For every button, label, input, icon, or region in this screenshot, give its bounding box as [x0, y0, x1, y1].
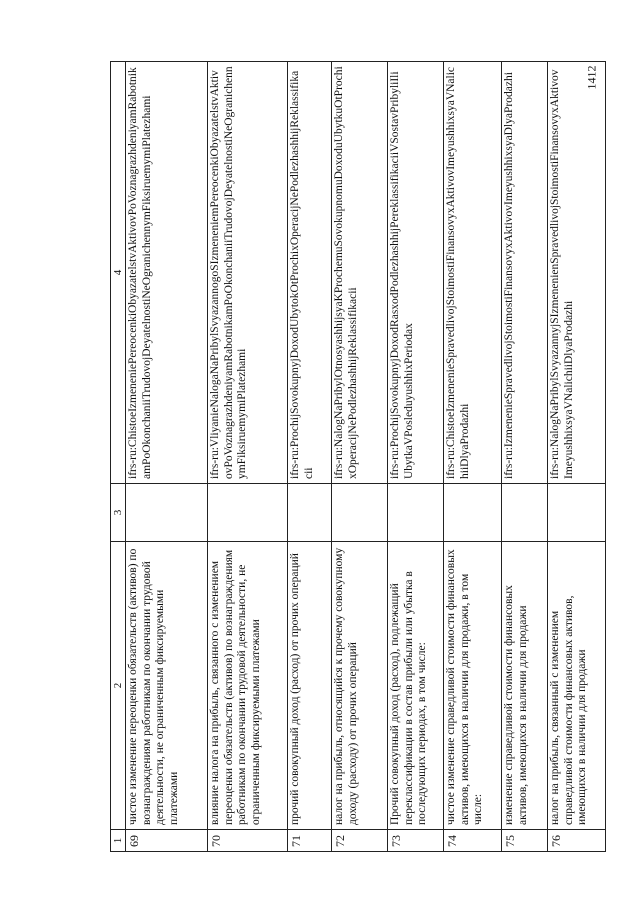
- row-identifier: ifrs-ru:IzmenenieSpravedlivojStoimostiFinansovyxAktivovImeyushhixsyaDlyaProdazhi: [502, 62, 548, 484]
- rotated-page-content: [110, 62, 590, 852]
- row-identifier: ifrs-ru:ProchijSovokupnyjDoxodRasxodPodlezhashhijPereklassifikaciiVSostavPribyliIliUbytkaVPosleduyushhixPeriodax: [388, 62, 444, 484]
- table-row: [126, 62, 208, 852]
- table-row: [444, 62, 502, 852]
- row-number: 70: [208, 830, 288, 852]
- row-identifier: ifrs-ru:ChistoeIzmeneniePereocenkiObyazatelstvAktivovPoVoznagrazhdeniyamRabotnikamPoOkonchaniiTrudovojDeyatelnostiNeOgranichennymFiksiruemymiPlatezhami: [126, 62, 208, 484]
- row-identifier: ifrs-ru:VliyanieNalogaNaPribylSvyazannogoSIzmeneniemPereocenkiObyazatelstvAktivovPoVoznagrazhdeniyamRabotnikamPoOkonchaniiTrudovojDeyatelnostiNeOgranichennymFiksiruemymiPlatezhami: [208, 62, 288, 484]
- row-col3: [288, 484, 332, 542]
- row-name: Прочий совокупный доход (расход), подлежащий переклассификации в состав прибыли или убытка в последующих периодах, в том числе:: [388, 542, 444, 830]
- row-col3: [502, 484, 548, 542]
- row-identifier: ifrs-ru:ProchijSovokupnyjDoxodUbytokOtProchixOperacijNePodlezhashhijReklassifikacii: [288, 62, 332, 484]
- row-number: 76: [548, 830, 606, 852]
- table-row: [548, 62, 606, 852]
- row-number: 69: [126, 830, 208, 852]
- header-col-3: 3: [111, 484, 126, 542]
- row-name: прочий совокупный доход (расход) от прочих операций: [288, 542, 332, 830]
- row-number: 73: [388, 830, 444, 852]
- row-name: влияние налога на прибыль, связанного с изменением переоценки обязательств (активов) по вознаграждениям работникам по окончании трудовой деятельности, не ограниченным фиксируемыми платежами: [208, 542, 288, 830]
- xbrl-taxonomy-table: [110, 61, 606, 852]
- table-row: [208, 62, 288, 852]
- row-name: изменение справедливой стоимости финансовых активов, имеющихся в наличии для продажи: [502, 542, 548, 830]
- header-row: [111, 62, 126, 852]
- table-row: [502, 62, 548, 852]
- row-number: 72: [332, 830, 388, 852]
- row-col3: [126, 484, 208, 542]
- header-col-2: 2: [111, 542, 126, 830]
- table-row: [332, 62, 388, 852]
- header-col-4: 4: [111, 62, 126, 484]
- row-name: чистое изменение справедливой стоимости финансовых активов, имеющихся в наличии для продажи, в том числе:: [444, 542, 502, 830]
- row-identifier: ifrs-ru:ChistoeIzmenenieSpravedlivojStoimostiFinansovyxAktivovImeyushhixsyaVNalichiiDlyaProdazhi: [444, 62, 502, 484]
- header-col-1: 1: [111, 830, 126, 852]
- row-number: 74: [444, 830, 502, 852]
- row-name: чистое изменение переоценки обязательств (активов) по вознаграждениям работникам по окончании трудовой деятельности, не ограниченным фиксируемыми платежами: [126, 542, 208, 830]
- row-col3: [208, 484, 288, 542]
- row-name: налог на прибыль, связанный с изменением справедливой стоимости финансовых активов, имеющихся в наличии для продажи: [548, 542, 606, 830]
- row-col3: [388, 484, 444, 542]
- table-row: [388, 62, 444, 852]
- row-identifier: ifrs-ru:NalogNaPribylOtnosyashhijsyaKProchemuSovokupnomuDoxoduUbytkuOtProchixOperacijNePodlezhashhijReklassifikacii: [332, 62, 388, 484]
- page-number: 1412: [584, 65, 599, 90]
- row-name: налог на прибыль, относящийся к прочему совокупному доходу (расходу) от прочих операций: [332, 542, 388, 830]
- row-number: 71: [288, 830, 332, 852]
- row-col3: [548, 484, 606, 542]
- row-col3: [332, 484, 388, 542]
- row-number: 75: [502, 830, 548, 852]
- row-identifier: ifrs-ru:NalogNaPribylSvyazannyjSIzmenenienSpravedlivojStoimostiFinansovyxAktivovImeyushhixsyaVNalichiiDlyaProdazhi: [548, 62, 606, 484]
- row-col3: [444, 484, 502, 542]
- table-row: [288, 62, 332, 852]
